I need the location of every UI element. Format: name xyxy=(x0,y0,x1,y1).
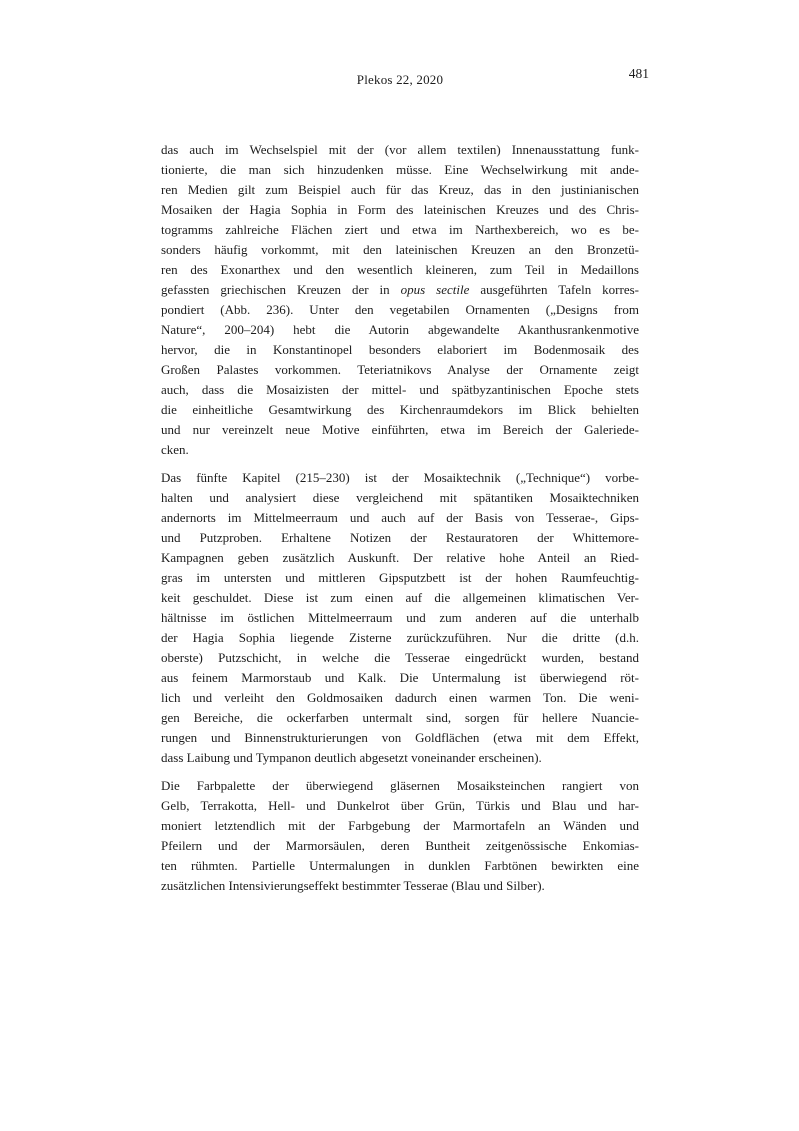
text-line: dass Laibung und Tympanon deutlich abgesetzt voneinander erscheinen). xyxy=(161,750,542,765)
text-line: Kampagnen geben zusätzlich Auskunft. Der relative hohe Anteil an Ried- xyxy=(161,550,639,565)
text-line: moniert letztendlich mit der Farbgebung der Marmortafeln an Wänden und xyxy=(161,818,639,833)
text-line: tionierte, die man sich hinzudenken müsse. Eine Wechselwirkung mit ande- xyxy=(161,162,639,177)
text-line: ren des Exonarthex und den wesentlich kleineren, zum Teil in Medaillons xyxy=(161,262,639,277)
text-line: pondiert (Abb. 236). Unter den vegetabilen Ornamenten („Designs from xyxy=(161,302,639,317)
text-line: das auch im Wechselspiel mit der (vor allem textilen) Innenausstattung funk- xyxy=(161,142,639,157)
text-line: sonders häufig vorkommt, mit den lateinischen Kreuzen an den Bronzetü- xyxy=(161,242,639,257)
text-line: und nur vereinzelt neue Motive einführten, etwa im Bereich der Galeriede- xyxy=(161,422,639,437)
text-line: cken. xyxy=(161,442,189,457)
text-line: Großen Palastes vorkommen. Teteriatnikovs Analyse der Ornamente zeigt xyxy=(161,362,639,377)
plain-text: gefassten griechischen Kreuzen der in xyxy=(161,282,401,297)
text-line: auch, dass die Mosaizisten der mittel- und spätbyzantinischen Epoche stets xyxy=(161,382,639,397)
text-line: die einheitliche Gesamtwirkung des Kirchenraumdekors im Blick behielten xyxy=(161,402,639,417)
text-line: Die Farbpalette der überwiegend gläsernen Mosaiksteinchen rangiert von xyxy=(161,778,639,793)
paragraph xyxy=(161,468,639,768)
text-line: oberste) Putzschicht, in welche die Tesserae eingedrückt wurden, bestand xyxy=(161,650,639,665)
text-line: gen Bereiche, die ockerfarben untermalt sind, sorgen für hellere Nuancie- xyxy=(161,710,639,725)
text-line: rungen und Binnenstrukturierungen von Goldflächen (etwa mit dem Effekt, xyxy=(161,730,639,745)
paragraph xyxy=(161,776,639,896)
text-line: hervor, die in Konstantinopel besonders elaboriert im Bodenmosaik des xyxy=(161,342,639,357)
text-line: zusätzlichen Intensivierungseffekt bestimmter Tesserae (Blau und Silber). xyxy=(161,878,545,893)
text-line: Mosaiken der Hagia Sophia in Form des lateinischen Kreuzes und des Chris- xyxy=(161,202,639,217)
italic-text: opus sectile xyxy=(400,282,470,297)
page-number: 481 xyxy=(628,66,649,81)
text-line: lich und verleiht den Goldmosaiken dadurch einen warmen Ton. Die weni- xyxy=(161,690,639,705)
text-line: ten rühmten. Partielle Untermalungen in dunklen Farbtönen bewirkten eine xyxy=(161,858,639,873)
text-line: der Hagia Sophia liegende Zisterne zurückzuführen. Nur die dritte (d.h. xyxy=(161,630,639,645)
text-line: Gelb, Terrakotta, Hell- und Dunkelrot über Grün, Türkis und Blau und har- xyxy=(161,798,639,813)
page-body xyxy=(161,140,639,896)
text-line: keit geschuldet. Diese ist zum einen auf die allgemeinen klimatischen Ver- xyxy=(161,590,639,605)
text-line: und Putzproben. Erhaltene Notizen der Restauratoren der Whittemore- xyxy=(161,530,639,545)
text-line: Nature“, 200–204) hebt die Autorin abgewandelte Akanthusrankenmotive xyxy=(161,322,639,337)
plain-text: ausgeführten Tafeln korres- xyxy=(469,282,639,297)
text-line: togramms zahlreiche Flächen ziert und etwa im Narthexbereich, wo es be- xyxy=(161,222,639,237)
running-head: Plekos 22, 2020 xyxy=(356,72,444,87)
text-line: aus feinem Marmorstaub und Kalk. Die Untermalung ist überwiegend röt- xyxy=(161,670,639,685)
text-line xyxy=(161,280,639,300)
text-line: andernorts im Mittelmeerraum und auch auf der Basis von Tesserae-, Gips- xyxy=(161,510,639,525)
text-line: gras im untersten und mittleren Gipsputzbett ist der hohen Raumfeuchtig- xyxy=(161,570,639,585)
text-line: halten und analysiert diese vergleichend mit spätantiken Mosaiktechniken xyxy=(161,490,639,505)
text-line: ren Medien gilt zum Beispiel auch für das Kreuz, das in den justinianischen xyxy=(161,182,639,197)
paragraph xyxy=(161,140,639,460)
text-line: Das fünfte Kapitel (215–230) ist der Mosaiktechnik („Technique“) vorbe- xyxy=(161,470,639,485)
text-line: hältnisse im östlichen Mittelmeerraum und zum anderen auf die unterhalb xyxy=(161,610,639,625)
text-line: Pfeilern und der Marmorsäulen, deren Buntheit zeitgenössische Enkomias- xyxy=(161,838,639,853)
